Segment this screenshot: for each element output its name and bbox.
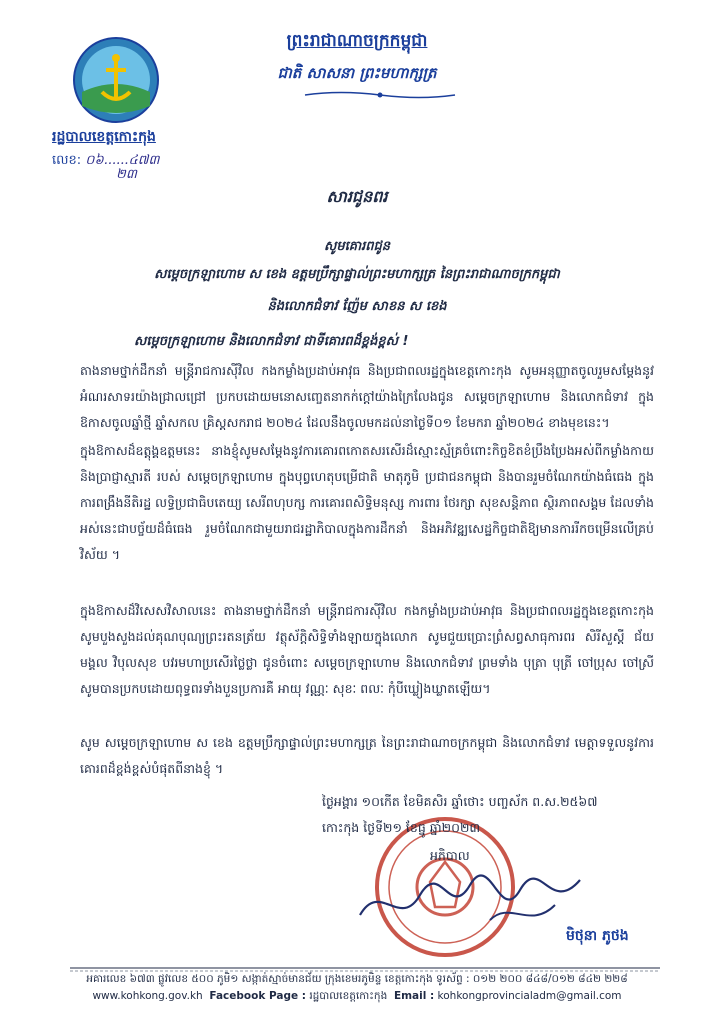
footer-divider [70, 966, 660, 972]
ornament-divider [300, 90, 460, 100]
national-motto: ជាតិ សាសនា ព្រះមហាក្សត្រ [277, 64, 437, 82]
signer-name: មិថុនា ភូថង [566, 928, 629, 944]
footer-website[interactable]: www.kohkong.gov.kh [92, 990, 203, 1002]
recipient-line-1: សម្ដេចក្រឡាហោម ស ខេង ឧត្ដមប្រឹក្សាផ្ទាល់ព្រះមហាក្សត្រ នៃព្រះរាជាណាចក្រកម្ពុជា [154, 267, 560, 282]
reference-number [52, 152, 160, 182]
provincial-emblem-icon [72, 36, 160, 124]
lunar-date: ថ្ងៃអង្គារ ១០កើត ខែមិគសិរ ឆ្នាំថោះ បញ្ចស័ក ព.ស.២៥៦៧ [322, 794, 598, 809]
letter-subject: សារជូនពរ [326, 187, 388, 206]
body-paragraph-3: ក្នុងឱកាសដ៏វិសេសវិសាលនេះ តាងនាមថ្នាក់ដឹកនាំ មន្ត្រីរាជការស៊ីវិល កងកម្លាំងប្រដាប់អាវុធ និងប្រជាពលរដ្ឋក្នុងខេត្តកោះកុង សូមបួងសួងដល់គុណបុណ្យព្រះរតនត្រ័យ វត្ថុស័ក្តិសិទ្ធិទាំងឡាយក្នុងលោក សូមជួយប្រោះព្រំសព្វសាធុការពរ សិរីសួស្ដី ជ័យមង្គល វិបុលសុខ បវរមហាប្រសើរថ្លៃថ្លា ជូនចំពោះ សម្ដេចក្រឡាហោម និងលោកជំទាវ ព្រមទាំង បុត្រា បុត្រី ចៅប្រុស ចៅស្រី សូមបានប្រកបដោយពុទ្ធពរទាំងបួនប្រការគឺ អាយុ វណ្ណៈ សុខៈ ពលៈ កុំបីឃ្លៀងឃ្លាតឡើយ។ [80, 603, 654, 696]
footer-email-value[interactable]: kohkongprovincialadm@gmail.com [437, 990, 622, 1002]
handwritten-signature-icon [340, 860, 600, 940]
footer-facebook-value[interactable]: រដ្ឋបាលខេត្តកោះកុង [309, 990, 388, 1002]
recipient-line-2: និងលោកជំទាវ ញ៉ែម សាខន ស ខេង [267, 299, 447, 314]
respectfully-line: សូមគោរពជូន [323, 239, 390, 254]
reference-value: ០៦......៤៧៣ [85, 153, 160, 168]
reference-label: លេខ: [52, 153, 82, 168]
salutation: សម្ដេចក្រឡាហោម និងលោកជំទាវ ជាទីគោរពដ៏ខ្ពង់ខ្ពស់ ! [134, 334, 409, 349]
kingdom-title: ព្រះរាជាណាចក្រកម្ពុជា [286, 31, 428, 51]
footer-email-label: Email : [393, 990, 435, 1002]
place-date: កោះកុង ថ្ងៃទី២១ ខែធ្នូ ឆ្នាំ២០២៣ [322, 820, 481, 835]
organization-name: រដ្ឋបាលខេត្តកោះកុង [52, 129, 156, 145]
signer-title: អភិបាល [430, 848, 470, 863]
footer-facebook-label: Facebook Page : [209, 990, 306, 1002]
footer-contacts [0, 990, 714, 1005]
body-paragraph-2: ក្នុងឱកាសដ៏ឧត្ដុង្គឧត្ដមនេះ នាងខ្ញុំសូមសម្ដែងនូវការគោរពកោតសរសើរដ៏ស្មោះស្ម័គ្រចំពោះកិច្ចខិតខំប្រឹងប្រែងអស់ពីកម្លាំងកាយ និងប្រាជ្ញាស្មារតី របស់ សម្ដេចក្រឡាហោម ក្នុងបុព្វហេតុបម្រើជាតិ មាតុភូមិ ប្រជាជនកម្ពុជា និងបានរួមចំណែកយ៉ាងធំធេង ក្នុងការពង្រឹងនីតិរដ្ឋ លទ្ធិប្រជាធិបតេយ្យ សេរីពហុបក្ស ការគោរពសិទ្ធិមនុស្ស ការពារ ថែរក្សា សុខសន្តិភាព ស្ថិរភាពសង្គម ដែលទាំងអស់នេះជាបច្ច័យដ៏ធំធេង រួមចំណែកជាមួយរាជរដ្ឋាភិបាលក្នុងការដឹកនាំ និងអភិវឌ្ឍសេដ្ឋកិច្ចជាតិឱ្យមានការរីកចម្រើនលើគ្រប់វិស័យ ។ [80, 443, 654, 562]
reference-sub: ២៣ [116, 167, 137, 182]
body-paragraph-1: តាងនាមថ្នាក់ដឹកនាំ មន្ត្រីរាជការស៊ីវិល កងកម្លាំងប្រដាប់អាវុធ និងប្រជាពលរដ្ឋក្នុងខេត្តកោះកុង សូមអនុញ្ញាតចូលរួមសម្ដែងនូវអំណរសាទរយ៉ាងជ្រាលជ្រៅ ប្រកបដោយមនោសញ្ចេតនាកក់ក្ដៅយ៉ាងក្រៃលែងជូន សម្ដេចក្រឡាហោម និងលោកជំទាវ ក្នុងឱកាសចូលឆ្នាំថ្មី ឆ្នាំសកល គ្រិស្ដសករាជ ២០២៤ ដែលនឹងចូលមកដល់នាថ្ងៃទី០១ ខែមករា ឆ្នាំ២០២៤ ខាងមុខនេះ។ [80, 363, 654, 430]
footer-address: អគារលេខ ៦៧៣ ផ្លូវលេខ ៥០០ ភូមិ១ សង្កាត់ស្មាច់មានជ័យ ក្រុងខេមរភូមិន្ទ ខេត្តកោះកុង ទូរស័ព្ទ : ០១២ ២០០ ៨៤៨/០១២ ៨៤២ ២២៨ [86, 973, 628, 985]
body-paragraph-4: សូម សម្ដេចក្រឡាហោម ស ខេង ឧត្ដមប្រឹក្សាផ្ទាល់ព្រះមហាក្សត្រ នៃព្រះរាជាណាចក្រកម្ពុជា និងលោកជំទាវ មេត្តាទទួលនូវការគោរពដ៏ខ្ពង់ខ្ពស់បំផុតពីនាងខ្ញុំ ។ [80, 735, 654, 776]
